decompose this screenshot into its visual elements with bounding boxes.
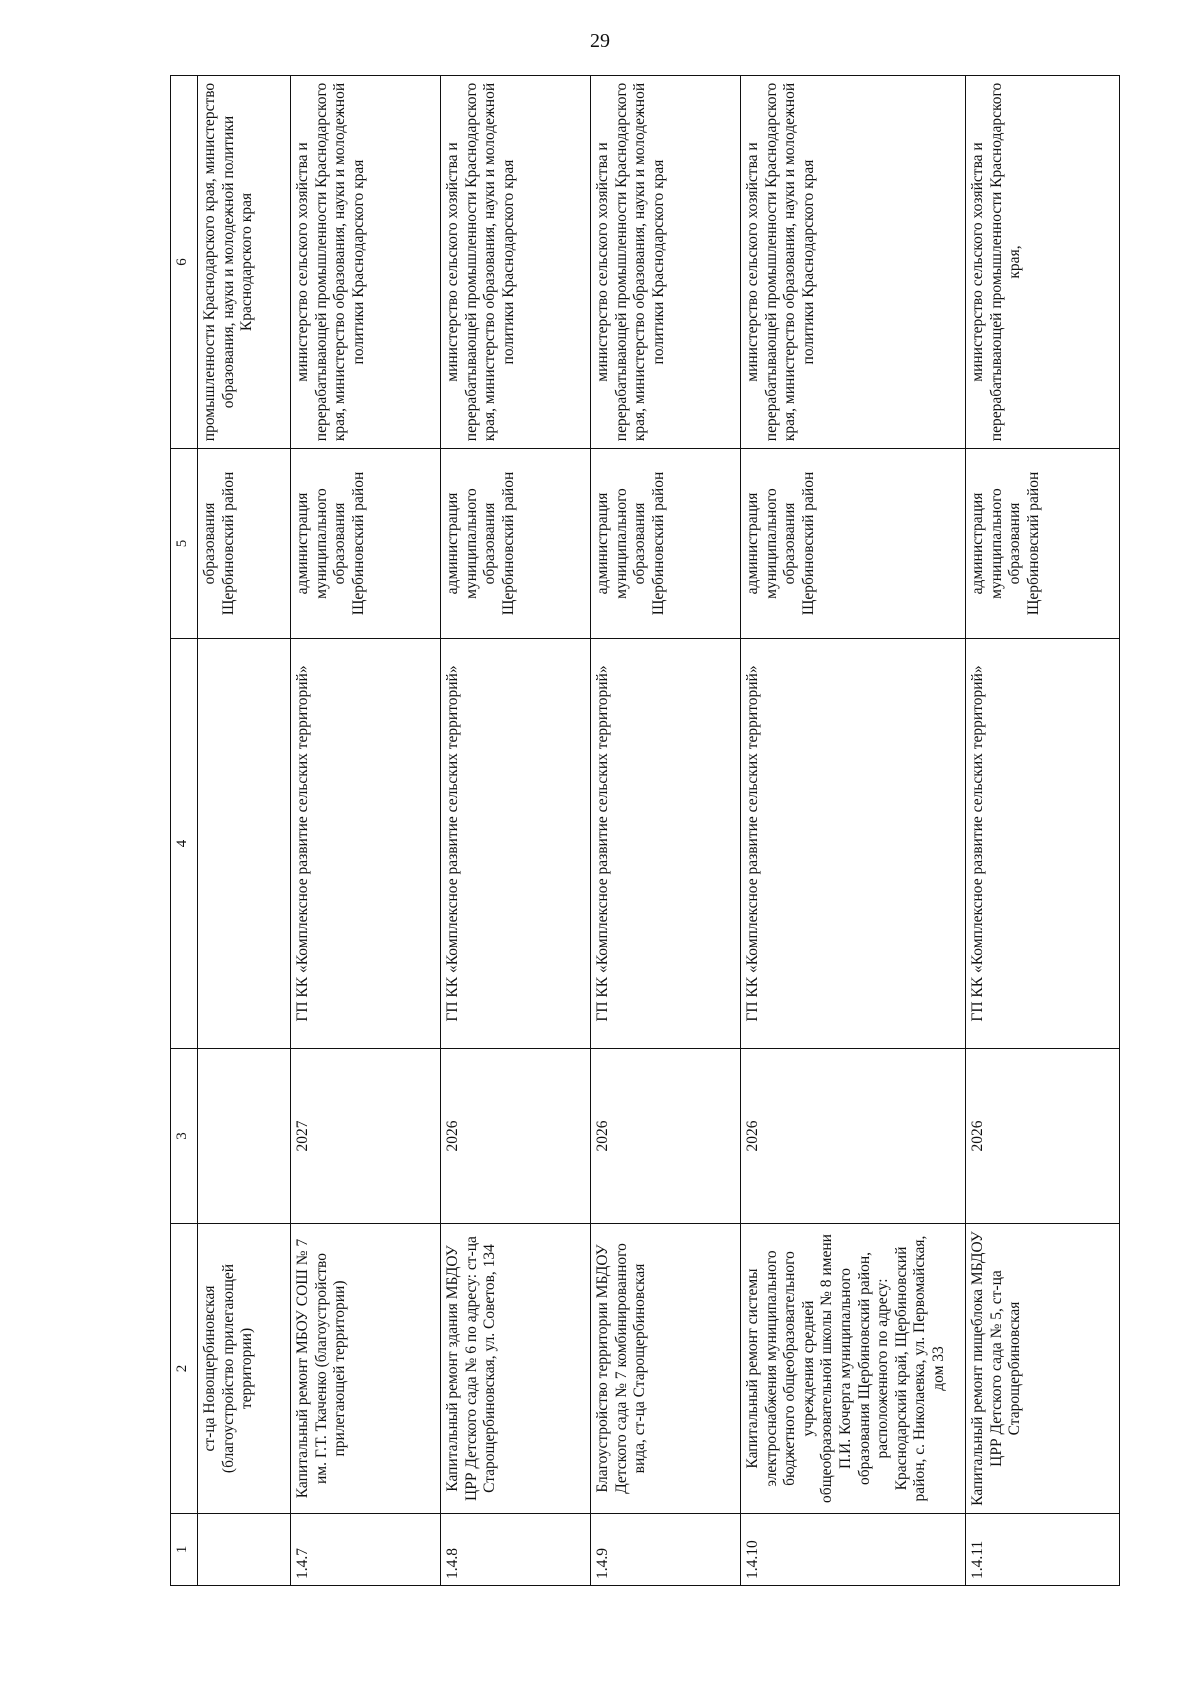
year: 2027 — [291, 1049, 441, 1224]
table-row — [198, 76, 291, 1586]
executor: администрация муниципального образования Щербиновский район — [966, 449, 1120, 639]
executor: администрация муниципального образования Щербиновский район — [441, 449, 591, 639]
row-number: 1.4.9 — [591, 1514, 741, 1586]
measure-name: Капитальный ремонт здания МБДОУ ЦРР Детского сада № 6 по адресу: ст-ца Старощербиновская, ул. Советов, 134 — [441, 1224, 591, 1514]
column-header: 5 — [171, 449, 198, 639]
participants: министерство сельского хозяйства и перерабатывающей промышленности Краснодарского края, — [966, 76, 1120, 449]
measures-table — [170, 75, 1120, 1586]
program — [198, 639, 291, 1049]
year: 2026 — [966, 1049, 1120, 1224]
executor: администрация муниципального образования Щербиновский район — [291, 449, 441, 639]
year — [198, 1049, 291, 1224]
table-row — [441, 76, 591, 1586]
participants: министерство сельского хозяйства и перерабатывающей промышленности Краснодарского края, министерство образования, науки и молодежной политики Краснодарского края — [741, 76, 966, 449]
executor: образования Щербиновский район — [198, 449, 291, 639]
table-row — [591, 76, 741, 1586]
table-row — [741, 76, 966, 1586]
program: ГП КК «Комплексное развитие сельских территорий» — [741, 639, 966, 1049]
program: ГП КК «Комплексное развитие сельских территорий» — [291, 639, 441, 1049]
measure-name: Капитальный ремонт системы электроснабжения муниципального бюджетного общеобразовательного учреждения средней общеобразовательной школы № 8 имени П.И. Кочерга муниципального образования Щербиновский район, расположенного по адресу: Краснодарский край, Щербиновский район, с. Николаевка, ул. Первомайская, дом 33 — [741, 1224, 966, 1514]
executor: администрация муниципального образования Щербиновский район — [591, 449, 741, 639]
row-number: 1.4.10 — [741, 1514, 966, 1586]
measure-name: Капитальный ремонт МБОУ СОШ № 7 им. Г.Т. Ткаченко (благоустройство прилегающей территории) — [291, 1224, 441, 1514]
column-header: 1 — [171, 1514, 198, 1586]
year: 2026 — [441, 1049, 591, 1224]
row-number: 1.4.7 — [291, 1514, 441, 1586]
program: ГП КК «Комплексное развитие сельских территорий» — [591, 639, 741, 1049]
participants: министерство сельского хозяйства и перерабатывающей промышленности Краснодарского края, министерство образования, науки и молодежной политики Краснодарского края — [441, 76, 591, 449]
page-number: 29 — [590, 30, 610, 52]
column-header: 6 — [171, 76, 198, 449]
year: 2026 — [591, 1049, 741, 1224]
column-header: 3 — [171, 1049, 198, 1224]
column-header: 4 — [171, 639, 198, 1049]
rotated-table-container — [170, 76, 1120, 1586]
measure-name: ст-ца Новощербиновская (благоустройство прилегающей территории) — [198, 1224, 291, 1514]
program: ГП КК «Комплексное развитие сельских территорий» — [966, 639, 1120, 1049]
participants: министерство сельского хозяйства и перерабатывающей промышленности Краснодарского края, министерство образования, науки и молодежной политики Краснодарского края — [591, 76, 741, 449]
participants: промышленности Краснодарского края, министерство образования, науки и молодежной политики Краснодарского края — [198, 76, 291, 449]
participants: министерство сельского хозяйства и перерабатывающей промышленности Краснодарского края, министерство образования, науки и молодежной политики Краснодарского края — [291, 76, 441, 449]
executor: администрация муниципального образования Щербиновский район — [741, 449, 966, 639]
measure-name: Капитальный ремонт пищеблока МБДОУ ЦРР Детского сада № 5, ст-ца Старощербиновская — [966, 1224, 1120, 1514]
table-row — [291, 76, 441, 1586]
table-header-row — [171, 76, 198, 1586]
row-number: 1.4.11 — [966, 1514, 1120, 1586]
program: ГП КК «Комплексное развитие сельских территорий» — [441, 639, 591, 1049]
column-header: 2 — [171, 1224, 198, 1514]
year: 2026 — [741, 1049, 966, 1224]
row-number — [198, 1514, 291, 1586]
table-row — [966, 76, 1120, 1586]
row-number: 1.4.8 — [441, 1514, 591, 1586]
measure-name: Благоустройство территории МБДОУ Детского сада № 7 комбинированного вида, ст-ца Старощербиновская — [591, 1224, 741, 1514]
